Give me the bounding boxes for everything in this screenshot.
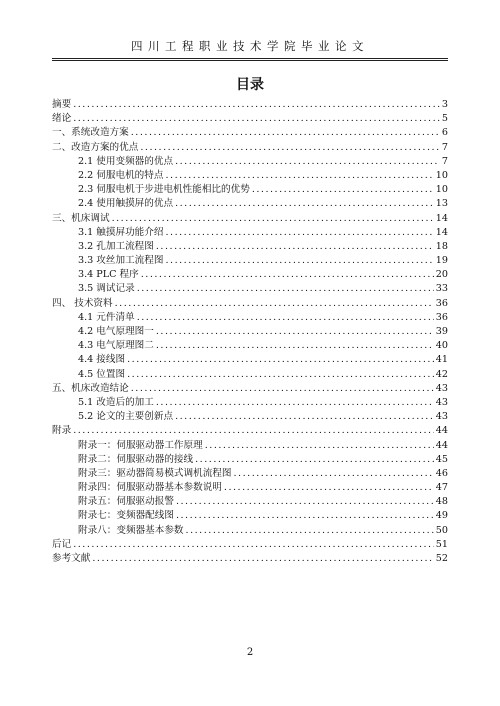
toc-entry-label: 2.1 使用变频器的优点 (78, 155, 174, 167)
toc-leader-dots (252, 183, 434, 197)
page-header: 四川工程职业技术学院毕业论文 (131, 39, 369, 53)
toc-leader-dots (131, 126, 440, 140)
toc-entry-page: 51 (435, 538, 448, 550)
toc-entry-page: 39 (435, 326, 448, 337)
toc-entry-label: 绪论 (52, 113, 72, 125)
toc-entry-page: 45 (435, 453, 448, 465)
toc-entry-page: 18 (435, 240, 448, 252)
toc-entry[interactable] (52, 282, 448, 296)
toc-entry[interactable] (52, 183, 448, 197)
toc-entry-page: 47 (435, 482, 448, 494)
toc-entry[interactable] (52, 552, 448, 566)
toc-entry-label: 3.1 触摸屏功能介绍 (78, 226, 164, 238)
toc-entry-label: 附录 (52, 425, 72, 437)
toc-entry-page: 20 (435, 269, 448, 281)
toc-entry-page: 46 (435, 467, 448, 479)
toc-entry[interactable] (52, 169, 448, 183)
toc-entry-page: 10 (435, 169, 448, 181)
toc-entry[interactable] (52, 382, 448, 396)
toc-entry-label: 附录四：伺服驱动器基本参数说明 (78, 482, 222, 494)
toc-entry-page: 52 (435, 553, 448, 564)
page-number: 2 (246, 647, 254, 658)
toc-entry-page: 5 (441, 113, 448, 125)
toc-entry-label: 2.3 伺服电机于步进电机性能相比的优势 (78, 184, 250, 196)
toc-entry-label: 附录一：伺服驱动器工作原理 (78, 439, 203, 451)
toc-entry-page: 41 (435, 354, 448, 366)
toc-entry-page: 19 (435, 255, 448, 267)
toc-leader-dots (73, 98, 440, 112)
toc-entry-label: 4.1 元件清单 (78, 311, 135, 323)
toc-entry-page: 33 (435, 283, 448, 295)
toc-entry-label: 后记 (52, 538, 72, 550)
toc-entry-label: 3.3 攻丝加工流程图 (78, 255, 164, 267)
toc-entry-page: 44 (435, 425, 448, 437)
toc-leader-dots (156, 325, 434, 339)
toc-leader-dots (175, 197, 434, 211)
toc-entry-label: 附录三：驱动器简易模式调机流程图 (78, 467, 232, 479)
toc-entry[interactable] (52, 325, 448, 339)
toc-entry-label: 附录八：变频器基本参数 (78, 524, 184, 536)
toc-leader-dots (140, 141, 440, 155)
toc-entry-page: 14 (435, 212, 448, 224)
toc-entry-label: 参考文献 (52, 553, 91, 564)
toc-entry[interactable] (52, 311, 448, 325)
toc-entry[interactable] (52, 240, 448, 254)
toc-entry-page: 3 (441, 99, 448, 110)
toc-leader-dots (175, 155, 440, 169)
toc-entry[interactable] (52, 495, 448, 509)
header-rule (52, 58, 448, 61)
toc-leader-dots (92, 552, 433, 566)
toc-entry-page: 14 (435, 226, 448, 238)
toc-entry-label: 4.2 电气原理图一 (78, 326, 154, 337)
toc-leader-dots (112, 212, 434, 226)
toc-leader-dots (115, 297, 434, 311)
toc-entry[interactable] (52, 368, 448, 382)
toc-leader-dots (137, 311, 434, 325)
toc-entry-page: 42 (435, 368, 448, 380)
toc-entry[interactable] (52, 112, 448, 126)
toc-entry-label: 4.5 位置图 (78, 368, 126, 380)
toc-leader-dots (131, 382, 434, 396)
toc-entry-label: 四、 技术资料 (52, 297, 113, 309)
toc-entry-label: 2.2 伺服电机的特点 (78, 169, 164, 181)
toc-entry-page: 13 (435, 198, 448, 210)
toc-entry-label: 附录七：变频器配线图 (78, 510, 174, 522)
toc-leader-dots (175, 410, 434, 424)
toc-entry-label: 5.2 论文的主要创新点 (78, 411, 174, 423)
toc-entry[interactable] (52, 396, 448, 410)
toc-entry-page: 10 (435, 184, 448, 196)
toc-entry-label: 3.4 PLC 程序 (78, 269, 139, 281)
toc-entry-page: 43 (435, 396, 448, 408)
toc-leader-dots (186, 524, 434, 538)
toc-leader-dots (73, 424, 434, 438)
toc-entry-page: 40 (435, 340, 448, 352)
toc-leader-dots (224, 481, 434, 495)
toc-entry[interactable] (52, 453, 448, 467)
toc-entry[interactable] (52, 481, 448, 495)
toc-entry-label: 3.2 孔加工流程图 (78, 240, 154, 252)
toc-entry-label: 4.3 电气原理图二 (78, 340, 154, 352)
toc-entry-label: 摘要 (52, 99, 72, 110)
toc-entry[interactable] (52, 126, 448, 140)
toc-leader-dots (127, 353, 434, 367)
toc-entry-label: 五、机床改造结论 (52, 382, 129, 394)
toc-entry[interactable] (52, 424, 448, 438)
toc-entry-page: 36 (435, 311, 448, 323)
toc-entry-label: 三、机床调试 (52, 212, 110, 224)
toc-leader-dots (195, 453, 434, 467)
toc-leader-dots (73, 538, 434, 552)
toc-entry[interactable] (52, 509, 448, 523)
toc-leader-dots (141, 268, 434, 282)
toc-entry-label: 一、系统改造方案 (52, 127, 129, 139)
toc-entry-page: 43 (435, 411, 448, 423)
toc-entry-page: 44 (435, 439, 448, 451)
toc-entry[interactable] (52, 524, 448, 538)
toc-leader-dots (156, 339, 434, 353)
toc-entry[interactable] (52, 226, 448, 240)
toc-entry[interactable] (52, 141, 448, 155)
toc-leader-dots (127, 368, 434, 382)
toc-entry-page: 48 (435, 496, 448, 508)
toc-entry[interactable] (52, 410, 448, 424)
toc-entry[interactable] (52, 538, 448, 552)
toc-entry-label: 3.5 调试记录 (78, 283, 135, 295)
toc-leader-dots (156, 396, 434, 410)
toc-entry-label: 二、改造方案的优点 (52, 141, 139, 153)
toc-entry[interactable] (52, 339, 448, 353)
toc-entry[interactable] (52, 197, 448, 211)
toc-leader-dots (165, 226, 433, 240)
toc-leader-dots (176, 509, 434, 523)
toc-entry-label: 2.4 使用触摸屏的优点 (78, 198, 174, 210)
toc-entry-page: 36 (435, 297, 448, 309)
toc-leader-dots (137, 282, 434, 296)
toc-leader-dots (205, 439, 434, 453)
toc-leader-dots (73, 112, 440, 126)
toc-entry-label: 附录二：伺服驱动器的接线 (78, 453, 194, 465)
toc-entry[interactable] (52, 155, 448, 169)
toc-entry[interactable] (52, 439, 448, 453)
toc-entry-page: 50 (435, 524, 448, 536)
toc-entry-page: 7 (441, 141, 448, 153)
toc-leader-dots (156, 240, 434, 254)
toc-entry-page: 49 (435, 510, 448, 522)
toc-entry-page: 43 (435, 382, 448, 394)
toc-entry-page: 6 (441, 127, 448, 139)
toc-entry-page: 7 (441, 155, 448, 167)
toc-leader-dots (234, 467, 434, 481)
toc-entry[interactable] (52, 467, 448, 481)
toc-leader-dots (176, 495, 434, 509)
toc-entry[interactable] (52, 353, 448, 367)
toc-entry-label: 4.4 接线图 (78, 354, 126, 366)
toc-entry[interactable] (52, 254, 448, 268)
table-of-contents (52, 98, 448, 566)
toc-entry[interactable] (52, 98, 448, 112)
toc-title: 目录 (236, 77, 264, 93)
toc-entry-label: 附录五：伺服驱动报警 (78, 496, 174, 508)
toc-leader-dots (165, 169, 433, 183)
toc-entry[interactable] (52, 297, 448, 311)
toc-entry[interactable] (52, 212, 448, 226)
toc-entry[interactable] (52, 268, 448, 282)
toc-leader-dots (165, 254, 433, 268)
toc-entry-label: 5.1 改造后的加工 (78, 396, 154, 408)
